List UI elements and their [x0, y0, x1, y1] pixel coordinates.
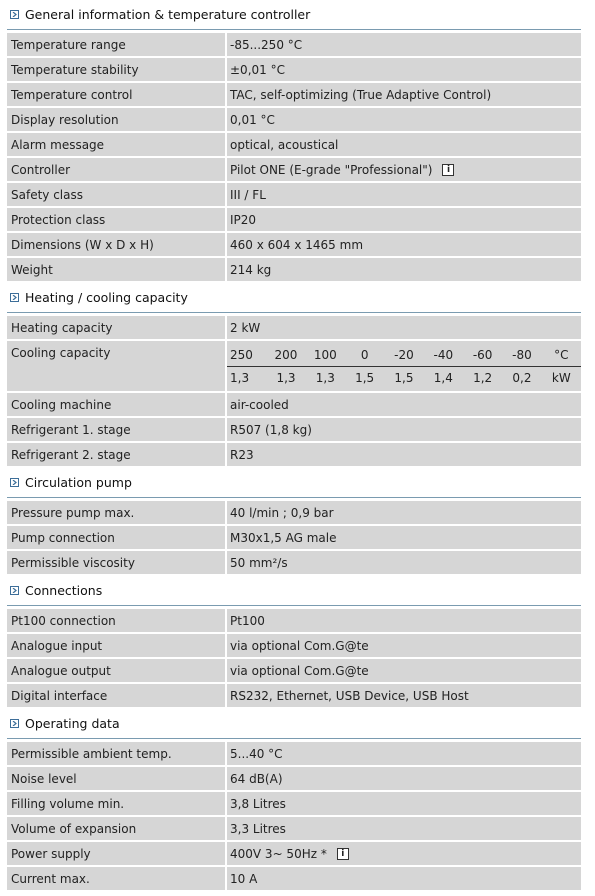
- table-row: [7, 866, 581, 891]
- temp-value: 100: [306, 344, 345, 367]
- row-value-cell: [226, 841, 581, 866]
- info-icon[interactable]: i: [442, 164, 454, 176]
- table-row: [7, 609, 581, 633]
- temp-value: 0: [345, 344, 384, 367]
- row-value: R23: [226, 442, 581, 467]
- temp-value: -20: [384, 344, 423, 367]
- table-row: [7, 392, 581, 417]
- row-label: Current max.: [7, 866, 226, 891]
- row-value: 0,01 °C: [226, 107, 581, 132]
- row-label: Temperature control: [7, 82, 226, 107]
- row-value: Pilot ONE (E-grade "Professional"): [230, 162, 433, 177]
- table-row: [7, 816, 581, 841]
- row-value: TAC, self-optimizing (True Adaptive Control): [226, 82, 581, 107]
- temp-value: 200: [266, 344, 305, 367]
- row-value: 460 x 604 x 1465 mm: [226, 232, 581, 257]
- row-value: III / FL: [226, 182, 581, 207]
- table-row: [7, 525, 581, 550]
- table-row: [7, 658, 581, 683]
- row-label: Protection class: [7, 207, 226, 232]
- row-value: 50 mm²/s: [226, 550, 581, 575]
- section-title: Operating data: [25, 716, 120, 731]
- table-row: [7, 442, 581, 467]
- section-header-circulation-pump[interactable]: [7, 468, 581, 498]
- row-value: air-cooled: [226, 392, 581, 417]
- table-row: [7, 501, 581, 525]
- row-label: Alarm message: [7, 132, 226, 157]
- table-row: [7, 340, 581, 392]
- row-label: Permissible viscosity: [7, 550, 226, 575]
- row-label: Refrigerant 2. stage: [7, 442, 226, 467]
- row-value: 214 kg: [226, 257, 581, 282]
- row-value: 400V 3~ 50Hz *: [230, 846, 327, 861]
- table-row: [7, 207, 581, 232]
- row-value: 64 dB(A): [226, 766, 581, 791]
- temp-unit: °C: [542, 344, 581, 367]
- row-label: Controller: [7, 157, 226, 182]
- table-row: [7, 766, 581, 791]
- row-value: via optional Com.G@te: [226, 658, 581, 683]
- table-row: [7, 633, 581, 658]
- row-label: Temperature stability: [7, 57, 226, 82]
- table-row: [7, 791, 581, 816]
- row-value: 3,8 Litres: [226, 791, 581, 816]
- row-label: Cooling capacity: [7, 340, 226, 392]
- chevron-right-icon[interactable]: [10, 293, 19, 302]
- row-label: Cooling machine: [7, 392, 226, 417]
- row-label: Display resolution: [7, 107, 226, 132]
- info-icon[interactable]: i: [337, 848, 349, 860]
- spec-table-connections: [7, 609, 581, 709]
- row-value: 2 kW: [226, 316, 581, 340]
- row-label: Temperature range: [7, 33, 226, 57]
- spec-table-operating-data: [7, 742, 581, 892]
- temp-value: 250: [227, 344, 266, 367]
- row-value: RS232, Ethernet, USB Device, USB Host: [226, 683, 581, 708]
- row-label: Weight: [7, 257, 226, 282]
- table-row: [7, 550, 581, 575]
- chevron-right-icon[interactable]: [10, 10, 19, 19]
- table-row: [7, 33, 581, 57]
- chevron-right-icon[interactable]: [10, 478, 19, 487]
- section-header-general[interactable]: [7, 0, 581, 30]
- row-label: Noise level: [7, 766, 226, 791]
- row-label: Safety class: [7, 182, 226, 207]
- temp-value: -80: [502, 344, 541, 367]
- table-row: [7, 841, 581, 866]
- row-value: R507 (1,8 kg): [226, 417, 581, 442]
- table-row: [7, 232, 581, 257]
- row-value: -85...250 °C: [226, 33, 581, 57]
- row-label: Dimensions (W x D x H): [7, 232, 226, 257]
- temp-value: -40: [424, 344, 463, 367]
- capacity-unit: kW: [542, 366, 581, 389]
- row-label: Permissible ambient temp.: [7, 742, 226, 766]
- table-row: [7, 182, 581, 207]
- capacity-value: 1,3: [266, 366, 305, 389]
- row-value: ±0,01 °C: [226, 57, 581, 82]
- row-value: 5...40 °C: [226, 742, 581, 766]
- row-label: Heating capacity: [7, 316, 226, 340]
- spec-sheet: [7, 0, 581, 892]
- table-row: [7, 683, 581, 708]
- row-label: Analogue input: [7, 633, 226, 658]
- capacity-value: 1,3: [306, 366, 345, 389]
- table-row: [7, 107, 581, 132]
- section-title: Circulation pump: [25, 475, 132, 490]
- section-header-operating-data[interactable]: [7, 709, 581, 739]
- row-value: IP20: [226, 207, 581, 232]
- capacity-value: 0,2: [502, 366, 541, 389]
- spec-table-circulation-pump: [7, 501, 581, 576]
- row-value-cell: [226, 157, 581, 182]
- row-label: Analogue output: [7, 658, 226, 683]
- row-label: Power supply: [7, 841, 226, 866]
- capacity-value: 1,2: [463, 366, 502, 389]
- cooling-capacity-table: [227, 344, 581, 389]
- table-row: [7, 257, 581, 282]
- table-row: [7, 742, 581, 766]
- section-title: Connections: [25, 583, 103, 598]
- section-header-connections[interactable]: [7, 576, 581, 606]
- capacity-value: 1,5: [345, 366, 384, 389]
- table-row: [7, 417, 581, 442]
- table-row: [7, 316, 581, 340]
- table-row: [7, 57, 581, 82]
- temp-value: -60: [463, 344, 502, 367]
- section-header-heating-cooling[interactable]: [7, 283, 581, 313]
- spec-table-general: [7, 33, 581, 283]
- row-label: Pump connection: [7, 525, 226, 550]
- row-value: M30x1,5 AG male: [226, 525, 581, 550]
- row-value: optical, acoustical: [226, 132, 581, 157]
- row-value: 40 l/min ; 0,9 bar: [226, 501, 581, 525]
- row-label: Volume of expansion: [7, 816, 226, 841]
- row-value: Pt100: [226, 609, 581, 633]
- cooling-capacity-cell: [226, 340, 581, 392]
- row-label: Filling volume min.: [7, 791, 226, 816]
- row-value: 3,3 Litres: [226, 816, 581, 841]
- section-title: Heating / cooling capacity: [25, 290, 188, 305]
- capacity-value: 1,4: [424, 366, 463, 389]
- row-label: Pressure pump max.: [7, 501, 226, 525]
- row-label: Digital interface: [7, 683, 226, 708]
- table-row: [7, 157, 581, 182]
- row-value: via optional Com.G@te: [226, 633, 581, 658]
- table-row: [7, 82, 581, 107]
- spec-table-heating-cooling: [7, 316, 581, 468]
- table-row: [7, 132, 581, 157]
- section-title: General information & temperature controller: [25, 7, 311, 22]
- row-label: Pt100 connection: [7, 609, 226, 633]
- capacity-value: 1,3: [227, 366, 266, 389]
- row-value: 10 A: [226, 866, 581, 891]
- row-label: Refrigerant 1. stage: [7, 417, 226, 442]
- capacity-value: 1,5: [384, 366, 423, 389]
- chevron-right-icon[interactable]: [10, 586, 19, 595]
- chevron-right-icon[interactable]: [10, 719, 19, 728]
